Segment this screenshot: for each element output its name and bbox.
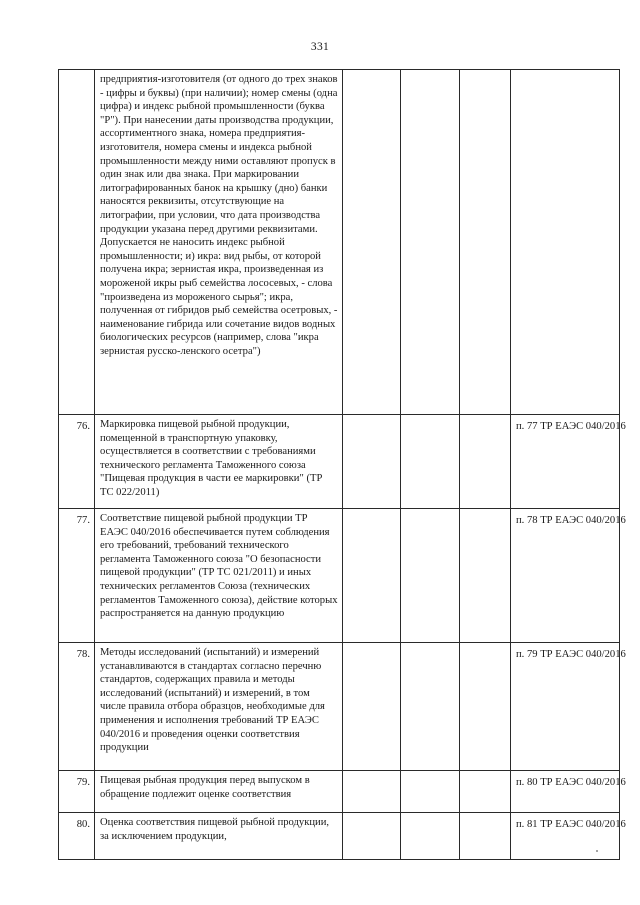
table-row bbox=[59, 813, 620, 860]
empty-cell bbox=[460, 70, 511, 415]
reference-cell bbox=[511, 70, 620, 415]
empty-cell bbox=[460, 643, 511, 771]
empty-cell bbox=[343, 509, 401, 643]
empty-cell bbox=[401, 771, 460, 813]
table-row bbox=[59, 771, 620, 813]
empty-cell bbox=[401, 509, 460, 643]
requirement-text: Соответствие пищевой рыбной продукции ТР ЕАЭС 040/2016 обеспечивается путем соблюдения его требований, требований технического регламента Таможенного союза "О безопасности пищевой продукции" (ТР ТС 021/2011) и иных технических регламентов Союза (технических регламентов Таможенного союза), действие которых распространяется на данную продукцию bbox=[95, 509, 343, 643]
row-number: 79. bbox=[59, 771, 95, 813]
empty-cell bbox=[460, 813, 511, 860]
requirement-text: Пищевая рыбная продукция перед выпуском в обращение подлежит оценке соответствия bbox=[95, 771, 343, 813]
requirement-text: Оценка соответствия пищевой рыбной продукции, за исключением продукции, bbox=[95, 813, 343, 860]
table-row bbox=[59, 509, 620, 643]
reference-cell: п. 77 ТР ЕАЭС 040/2016 bbox=[511, 415, 620, 509]
page-number: 331 bbox=[310, 41, 330, 53]
reference-cell: п. 79 ТР ЕАЭС 040/2016 bbox=[511, 643, 620, 771]
empty-cell bbox=[343, 415, 401, 509]
table-row bbox=[59, 70, 620, 415]
requirement-text: Методы исследований (испытаний) и измерений устанавливаются в стандартах согласно перечню стандартов, содержащих правила и методы исследований (испытаний) и измерений, в том числе правила отбора образцов, необходимые для применения и исполнения требований ТР ЕАЭС 040/2016 и проведения оценки соответствия продукции bbox=[95, 643, 343, 771]
empty-cell bbox=[460, 509, 511, 643]
empty-cell bbox=[343, 643, 401, 771]
empty-cell bbox=[343, 70, 401, 415]
reference-cell: п. 81 ТР ЕАЭС 040/2016 bbox=[511, 813, 620, 860]
empty-cell bbox=[460, 771, 511, 813]
requirement-text: Маркировка пищевой рыбной продукции, помещенной в транспортную упаковку, осуществляется в соответствии с требованиями технического регламента Таможенного союза "Пищевая продукция в части ее маркировки" (ТР ТС 022/2011) bbox=[95, 415, 343, 509]
row-number: 78. bbox=[59, 643, 95, 771]
row-number bbox=[59, 70, 95, 415]
scan-speck bbox=[596, 850, 598, 852]
empty-cell bbox=[401, 70, 460, 415]
empty-cell bbox=[343, 813, 401, 860]
requirements-table bbox=[58, 69, 626, 860]
row-number: 76. bbox=[59, 415, 95, 509]
row-number: 80. bbox=[59, 813, 95, 860]
empty-cell bbox=[343, 771, 401, 813]
empty-cell bbox=[401, 415, 460, 509]
empty-cell bbox=[401, 643, 460, 771]
empty-cell bbox=[460, 415, 511, 509]
table-row bbox=[59, 643, 620, 771]
reference-cell: п. 78 ТР ЕАЭС 040/2016 bbox=[511, 509, 620, 643]
table-row bbox=[59, 415, 620, 509]
reference-cell: п. 80 ТР ЕАЭС 040/2016 bbox=[511, 771, 620, 813]
requirement-text: предприятия-изготовителя (от одного до трех знаков - цифры и буквы) (при наличии); номер смены (одна цифра) и индекс рыбной промышленности (буква "Р"). При нанесении даты производства продукции, ассортиментного знака, номера предприятия-изготовителя, номера смены и индекса рыбной промышленности между ними оставляют пропуск в один знак или два знака. При маркировании литографированных банок на крышку (дно) банки наносятся реквизиты, отсутствующие на литографии, при условии, что дата производства продукции указана перед другими реквизитами. Допускается не наносить индекс рыбной промышленности; и) икра: вид рыбы, от которой получена икра; зернистая икра, произведенная из мороженой икры рыб семейства лососевых, - слова "произведена из мороженого сырья"; икра, полученная от гибридов рыб семейства осетровых, - наименование гибрида или сочетание видов водных биологических ресурсов (например, слова "икра зернистая русско-ленского осетра") bbox=[95, 70, 343, 415]
empty-cell bbox=[401, 813, 460, 860]
row-number: 77. bbox=[59, 509, 95, 643]
